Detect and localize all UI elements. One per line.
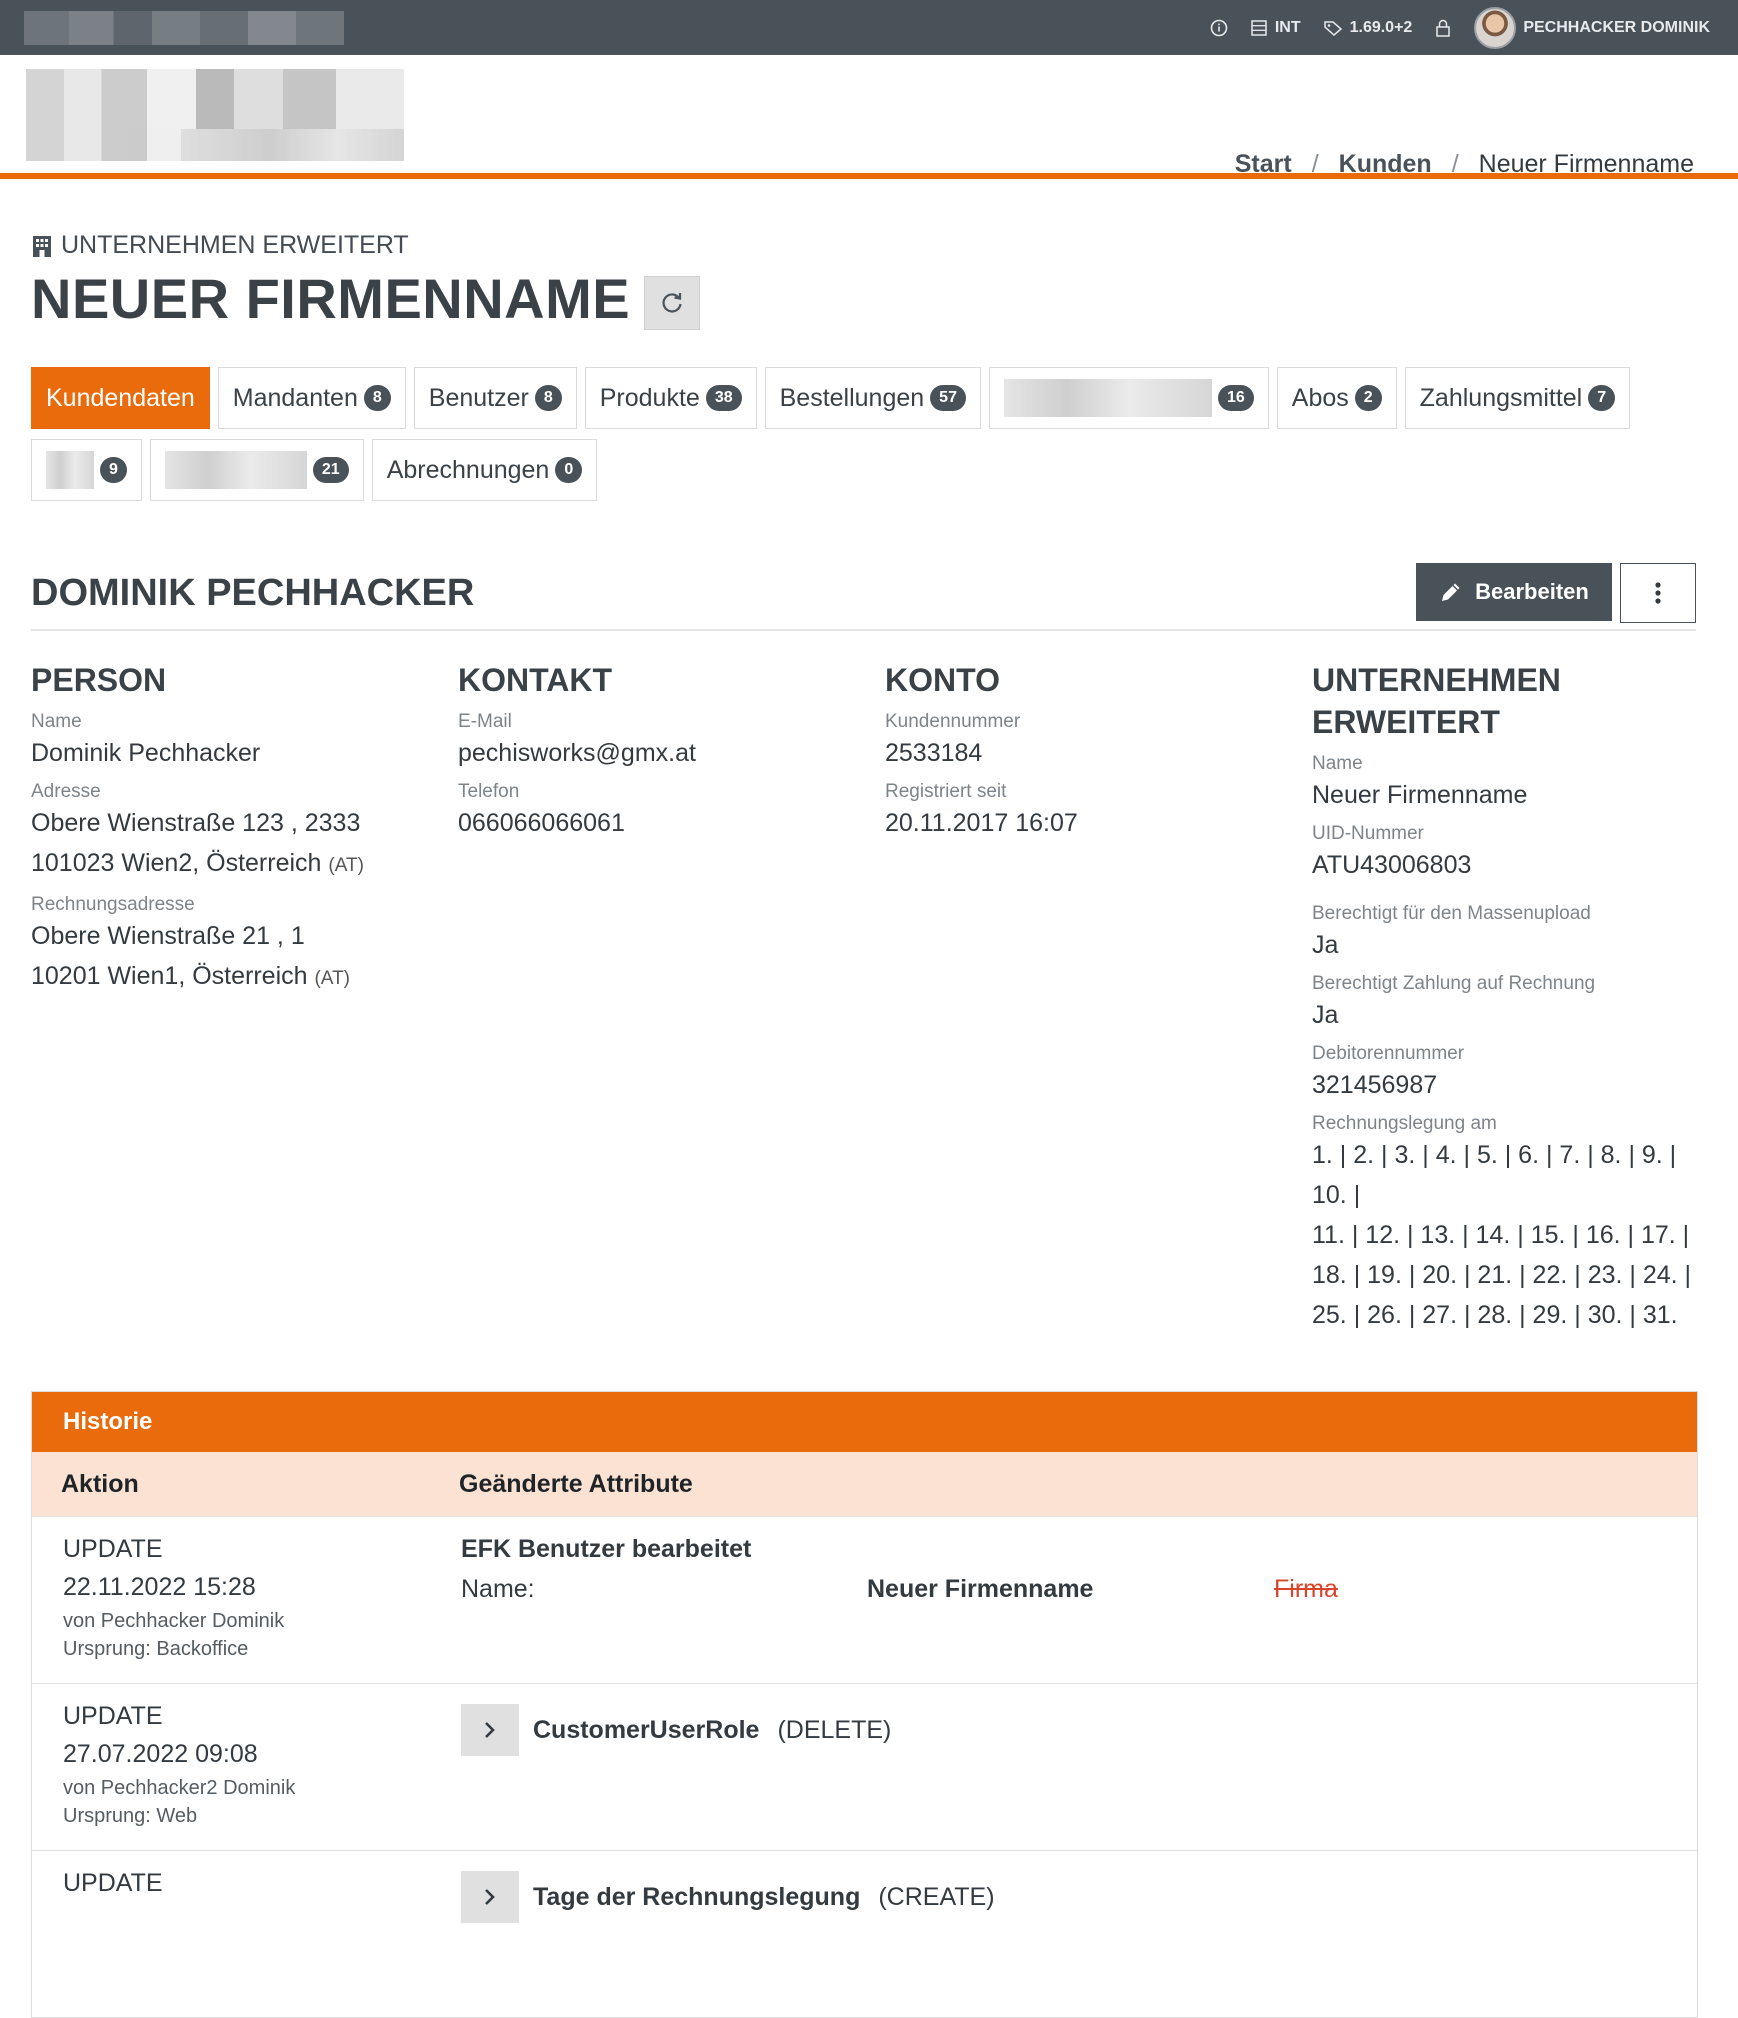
history-date: 27.07.2022 09:08 [63, 1740, 258, 1768]
history-title: Historie [32, 1392, 1697, 1452]
history-entity: Tage der Rechnungslegung [533, 1882, 861, 1911]
address-country-code: (AT) [328, 855, 364, 876]
count-badge: 57 [930, 385, 966, 411]
history-author: von Pechhacker2 Dominik [63, 1777, 296, 1799]
account-section [885, 659, 1312, 1335]
tab-zahlungsmittel[interactable] [1405, 367, 1630, 429]
category-label: UNTERNEHMEN ERWEITERT [61, 231, 409, 259]
user-menu[interactable] [1474, 7, 1710, 49]
company-name-value: Neuer Firmenname [1312, 781, 1528, 809]
history-row-meta [32, 1517, 461, 1683]
count-badge: 0 [555, 457, 582, 483]
site-header [0, 55, 1738, 179]
field-label: Debitorennummer [1312, 1043, 1465, 1064]
history-operation: (DELETE) [777, 1715, 892, 1744]
breadcrumb-start[interactable]: Start [1234, 150, 1292, 178]
tab-label-blurred [46, 451, 94, 489]
info-button[interactable] [1210, 19, 1228, 37]
tab-label: Abrechnungen [386, 455, 550, 484]
field-label: Rechnungsadresse [31, 894, 195, 915]
history-origin: Ursprung: Web [63, 1805, 198, 1827]
person-name-value: Dominik Pechhacker [31, 739, 261, 767]
history-row-meta [32, 1851, 461, 2017]
refresh-button[interactable] [644, 276, 700, 330]
section-title: PERSON [31, 662, 167, 698]
tab-label-blurred [1004, 379, 1212, 417]
expand-button[interactable] [461, 1704, 519, 1756]
tab-label: Bestellungen [779, 383, 925, 412]
tab-label: Kundendaten [46, 383, 195, 412]
history-row [32, 1683, 1697, 1850]
top-bar-right [1210, 7, 1710, 49]
count-badge: 8 [535, 385, 562, 411]
expand-button[interactable] [461, 1871, 519, 1923]
history-date: 22.11.2022 15:28 [63, 1573, 256, 1601]
history-author: von Pechhacker Dominik [63, 1610, 285, 1632]
edit-button[interactable] [1416, 563, 1612, 621]
breadcrumb-kunden[interactable]: Kunden [1338, 150, 1432, 178]
tag-icon [1323, 19, 1343, 37]
breadcrumb-separator: / [1311, 150, 1319, 178]
history-row-changes [461, 1851, 995, 2017]
field-label: Rechnungslegung am [1312, 1113, 1497, 1134]
version-indicator [1323, 19, 1413, 37]
top-bar [0, 0, 1738, 55]
history-row [32, 1516, 1697, 1683]
billing-line-1: Obere Wienstraße 21 , 1 [31, 922, 305, 950]
user-name: PECHHACKER DOMINIK [1523, 18, 1710, 36]
contact-section [458, 659, 885, 1335]
action-buttons [1416, 563, 1696, 623]
pencil-icon [1439, 580, 1463, 604]
breadcrumb [1235, 150, 1694, 179]
refresh-icon [659, 290, 685, 316]
app-logo-blurred [24, 11, 344, 45]
server-icon [1250, 19, 1268, 37]
more-options-button[interactable] [1620, 563, 1696, 623]
debtor-number-value: 321456987 [1312, 1071, 1438, 1099]
field-label: UID-Nummer [1312, 823, 1424, 844]
edit-button-label: Bearbeiten [1475, 579, 1589, 604]
billing-days-line: 25. | 26. | 27. | 28. | 29. | 30. | 31. [1312, 1301, 1678, 1329]
customer-info-grid [31, 659, 1696, 1335]
person-name-heading: DOMINIK PECHHACKER [31, 571, 475, 614]
uid-value: ATU43006803 [1312, 851, 1472, 879]
email-value[interactable]: pechisworks@gmx.at [458, 739, 696, 767]
count-badge: 38 [706, 385, 742, 411]
tab-benutzer[interactable] [414, 367, 577, 429]
tab-label: Mandanten [232, 383, 358, 412]
history-action: UPDATE [63, 1535, 163, 1563]
chevron-right-icon [483, 1887, 497, 1907]
column-header-action: Aktion [61, 1469, 139, 1498]
column-header-attributes: Geänderte Attribute [459, 1469, 693, 1498]
field-label: Kundennummer [885, 711, 1021, 732]
changed-attribute: Name: [461, 1575, 535, 1603]
person-section [31, 659, 458, 1335]
address-city: 101023 Wien2, Österreich [31, 849, 322, 877]
field-label: Telefon [458, 781, 520, 802]
old-value: Firma [1274, 1575, 1338, 1603]
field-label: Name [31, 711, 82, 732]
breadcrumb-current: Neuer Firmenname [1478, 150, 1694, 178]
tab-mandanten[interactable] [218, 367, 406, 429]
tab-redacted-3[interactable] [150, 439, 364, 501]
environment-label: INT [1274, 18, 1301, 36]
history-panel [31, 1391, 1698, 2018]
tab-kundendaten[interactable] [31, 367, 210, 429]
title-row [31, 266, 1696, 331]
tab-label-blurred [165, 451, 307, 489]
history-expandable [461, 1704, 891, 1756]
field-label: Adresse [31, 781, 101, 802]
count-badge: 8 [364, 385, 391, 411]
version-label: 1.69.0+2 [1349, 18, 1413, 36]
building-icon [31, 234, 53, 258]
page-title: NEUER FIRMENNAME [31, 267, 631, 330]
breadcrumb-separator: / [1451, 150, 1459, 178]
tab-label: Abos [1291, 383, 1349, 412]
customer-number-value: 2533184 [885, 739, 983, 767]
billing-days-line: 1. | 2. | 3. | 4. | 5. | 6. | 7. | 8. | 9. | 10. | [1312, 1141, 1677, 1209]
field-label: E-Mail [458, 711, 512, 732]
company-logo-blurred [26, 69, 404, 161]
phone-value: 066066066061 [458, 809, 625, 837]
invoice-payment-value: Ja [1312, 1001, 1339, 1029]
tab-label: Benutzer [428, 383, 529, 412]
tab-label: Produkte [599, 383, 700, 412]
page-content [0, 231, 1738, 2018]
history-row [32, 1850, 1697, 2017]
history-action: UPDATE [63, 1869, 163, 1897]
count-badge: 7 [1588, 385, 1615, 411]
history-change-title: EFK Benutzer bearbeitet [461, 1535, 752, 1563]
count-badge: 9 [100, 457, 127, 483]
person-header [31, 563, 1696, 631]
history-change [461, 1575, 1338, 1604]
company-section [1312, 659, 1695, 1335]
tab-produkte[interactable] [585, 367, 757, 429]
count-badge: 2 [1355, 385, 1382, 411]
history-row-changes [461, 1684, 891, 1850]
section-title: KONTAKT [458, 662, 613, 698]
address-line-2 [31, 843, 458, 886]
address-line-1: Obere Wienstraße 123 , 2333 [31, 809, 361, 837]
history-origin: Ursprung: Backoffice [63, 1638, 249, 1660]
billing-city: 10201 Wien1, Österreich [31, 962, 308, 990]
mass-upload-value: Ja [1312, 931, 1339, 959]
tab-bestellungen[interactable] [765, 367, 981, 429]
environment-indicator [1250, 19, 1301, 37]
history-expandable [461, 1871, 995, 1923]
history-operation: (CREATE) [878, 1882, 995, 1911]
more-vertical-icon [1654, 581, 1662, 605]
new-value: Neuer Firmenname [867, 1575, 1094, 1603]
section-title [1312, 659, 1695, 743]
tab-redacted-2[interactable] [31, 439, 142, 501]
tab-abrechnungen[interactable] [372, 439, 598, 501]
field-label: Berechtigt Zahlung auf Rechnung [1312, 973, 1596, 994]
billing-line-2 [31, 956, 458, 999]
section-title: KONTO [885, 662, 1000, 698]
avatar [1474, 7, 1516, 49]
count-badge: 16 [1218, 385, 1254, 411]
info-icon [1210, 19, 1228, 37]
history-column-headers [32, 1452, 1697, 1516]
lock-button[interactable] [1434, 18, 1452, 38]
section-title-line-2: ERWEITERT [1312, 704, 1500, 740]
field-label: Registriert seit [885, 781, 1007, 802]
history-action: UPDATE [63, 1702, 163, 1730]
registered-value: 20.11.2017 16:07 [885, 809, 1078, 837]
billing-country-code: (AT) [314, 968, 351, 989]
count-badge: 21 [313, 457, 349, 483]
tab-abos[interactable] [1277, 367, 1397, 429]
tab-redacted-1[interactable] [989, 367, 1269, 429]
section-title-line-1: UNTERNEHMEN [1312, 662, 1561, 698]
field-label: Name [1312, 753, 1363, 774]
tab-bar [31, 367, 1696, 501]
field-label: Berechtigt für den Massenupload [1312, 903, 1591, 924]
history-entity: CustomerUserRole [533, 1715, 760, 1744]
page-category [31, 231, 1696, 260]
history-row-changes [461, 1517, 1338, 1683]
chevron-right-icon [483, 1720, 497, 1740]
billing-days-line: 11. | 12. | 13. | 14. | 15. | 16. | 17. | [1312, 1221, 1690, 1249]
history-row-meta [32, 1684, 461, 1850]
tab-label: Zahlungsmittel [1419, 383, 1583, 412]
billing-days-line: 18. | 19. | 20. | 21. | 22. | 23. | 24. | [1312, 1261, 1692, 1289]
lock-icon [1434, 18, 1452, 38]
